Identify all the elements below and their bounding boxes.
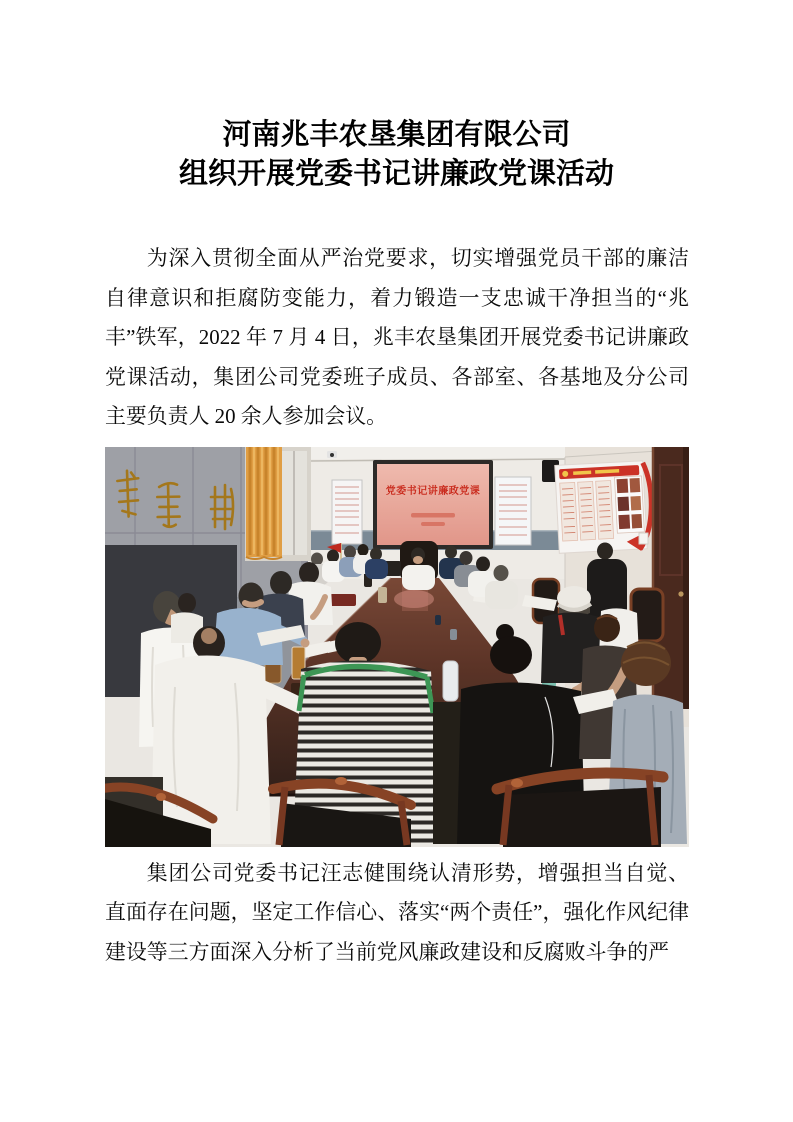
photo-vignette: [105, 447, 689, 847]
article-title: [0, 0, 793, 194]
screen-title: 党委书记讲廉政党课: [385, 485, 481, 497]
paragraph-body: 集团公司党委书记汪志健围绕认清形势，增强担当自觉、直面存在问题，坚定工作信心、落实“两个责任”，强化作风纪律建设等三方面深入分析了当前党风廉政建设和反腐败斗争的严: [105, 860, 689, 964]
meeting-photo-illustration: [105, 447, 689, 847]
article-title-line1: 河南兆丰农垦集团有限公司: [222, 119, 571, 151]
meeting-photo: [105, 447, 689, 847]
article-title-line2: 组织开展党委书记讲廉政党课活动: [178, 158, 614, 190]
paragraph-intro: 为深入贯彻全面从严治党要求，切实增强党员干部的廉洁自律意识和拒腐防变能力，着力锻造一支忠诚干净担当的“兆丰”铁军，2022 年 7 月 4 日，兆丰农垦集团开展党委书记讲廉政党课活动，集团公司党委班子成员、各部室、各基地及分公司主要负责人 20 余人参加会议。: [105, 246, 689, 428]
